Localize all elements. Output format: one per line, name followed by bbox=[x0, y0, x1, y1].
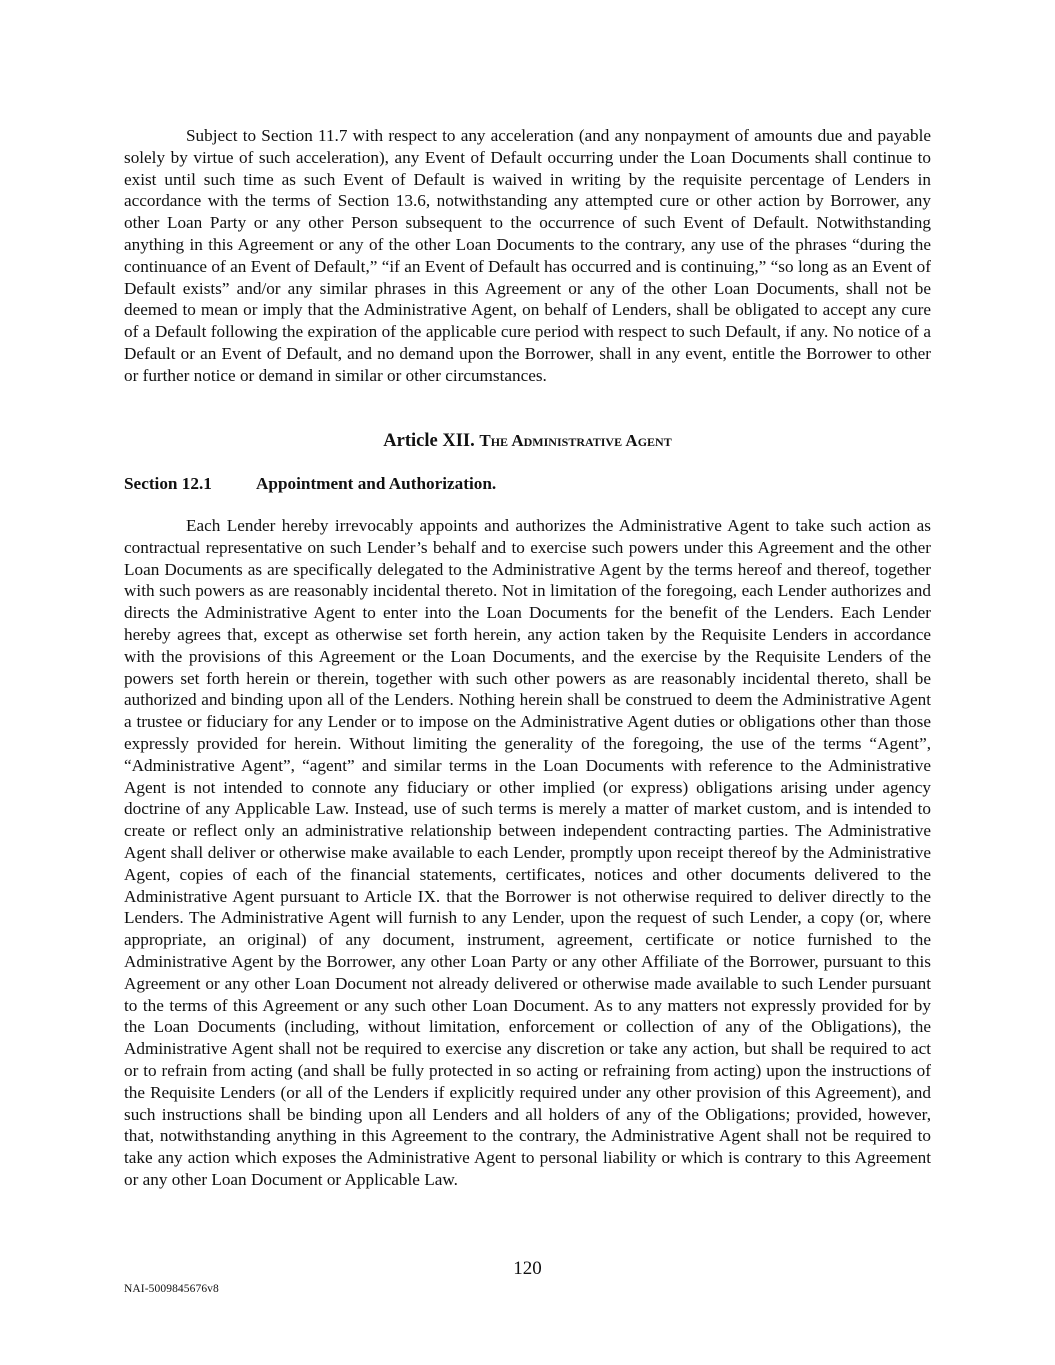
section-heading bbox=[124, 473, 497, 495]
body-paragraph-default-continuation: Subject to Section 11.7 with respect to any acceleration (and any nonpayment of amounts due and payable solely by virtue of such acceleration), any Event of Default occurring under the Loan Documents shall continue to exist until such time as such Event of Default is waived in writing by the requisite percentage of Lenders in accordance with the terms of Section 13.6, notwithstanding any attempted cure or other action by Borrower, any other Loan Party or any other Person subsequent to the occurrence of such Event of Default. Notwithstanding anything in this Agreement or any of the other Loan Documents to the contrary, any use of the phrases “during the continuance of an Event of Default,” “if an Event of Default has occurred and is continuing,” “so long as an Event of Default exists” and/or any similar phrases in this Agreement or any of the other Loan Documents, shall not be deemed to mean or imply that the Administrative Agent, on behalf of Lenders, shall be obligated to accept any cure of a Default following the expiration of the applicable cure period with respect to such Default, if any. No notice of a Default or an Event of Default, and no demand upon the Borrower, shall in any event, entitle the Borrower to other or further notice or demand in similar or other circumstances. bbox=[124, 126, 931, 385]
article-heading bbox=[124, 429, 931, 453]
document-id: NAI-5009845676v8 bbox=[124, 1283, 219, 1295]
section-number: Section 12.1 bbox=[124, 474, 212, 493]
body-paragraph-appointment: Each Lender hereby irrevocably appoints and authorizes the Administrative Agent to take such action as contractual representative on such Lender’s behalf and to exercise such powers under this Agreement and the other Loan Documents as are specifically delegated to the Administrative Agent by the terms hereof and thereof, together with such powers as are reasonably incidental thereto. Not in limitation of the foregoing, each Lender authorizes and directs the Administrative Agent to enter into the Loan Documents for the benefit of the Lenders. Each Lender hereby agrees that, except as otherwise set forth herein, any action taken by the Requisite Lenders in accordance with the provisions of this Agreement or the Loan Documents, and the exercise by the Requisite Lenders of the powers set forth herein or therein, together with such other powers as are reasonably incidental thereto, shall be authorized and binding upon all of the Lenders. Nothing herein shall be construed to deem the Administrative Agent a trustee or fiduciary for any Lender or to impose on the Administrative Agent duties or obligations other than those expressly provided for herein. Without limiting the generality of the foregoing, the use of the terms “Agent”, “Administrative Agent”, “agent” and similar terms in the Loan Documents with reference to the Administrative Agent is not intended to connote any fiduciary or other implied (or express) obligations arising under agency doctrine of any Applicable Law. Instead, use of such terms is merely a matter of market custom, and is intended to create or reflect only an administrative relationship between independent contracting parties. The Administrative Agent shall deliver or otherwise make available to each Lender, promptly upon receipt thereof by the Administrative Agent, copies of each of the financial statements, certificates, notices and other documents delivered to the Administrative Agent pursuant to Article IX. that the Borrower is not otherwise required to deliver directly to the Lenders. The Administrative Agent will furnish to any Lender, upon the request of such Lender, a copy (or, where appropriate, an original) of any document, instrument, agreement, certificate or notice furnished to the Administrative Agent by the Borrower, any other Loan Party or any other Affiliate of the Borrower, pursuant to this Agreement or any other Loan Document not already delivered or otherwise made available to such Lender pursuant to the terms of this Agreement or any such other Loan Document. As to any matters not expressly provided for by the Loan Documents (including, without limitation, enforcement or collection of any of the Obligations), the Administrative Agent shall not be required to exercise any discretion or take any action, but shall be required to act or to refrain from acting (and shall be fully protected in so acting or refraining from acting) upon the instructions of the Requisite Lenders (or all of the Lenders if explicitly required under any other provision of this Agreement), and such instructions shall be binding upon all Lenders and all holders of any of the Obligations; provided, however, that, notwithstanding anything in this Agreement to the contrary, the Administrative Agent shall not be required to take any action which exposes the Administrative Agent to personal liability or which is contrary to this Agreement or any other Loan Document or Applicable Law. bbox=[124, 516, 931, 1189]
article-number: Article XII. bbox=[383, 431, 475, 451]
article-title: The Administrative Agent bbox=[479, 431, 672, 450]
section-title: Appointment and Authorization. bbox=[256, 474, 497, 493]
page-number: 120 bbox=[513, 1258, 542, 1279]
